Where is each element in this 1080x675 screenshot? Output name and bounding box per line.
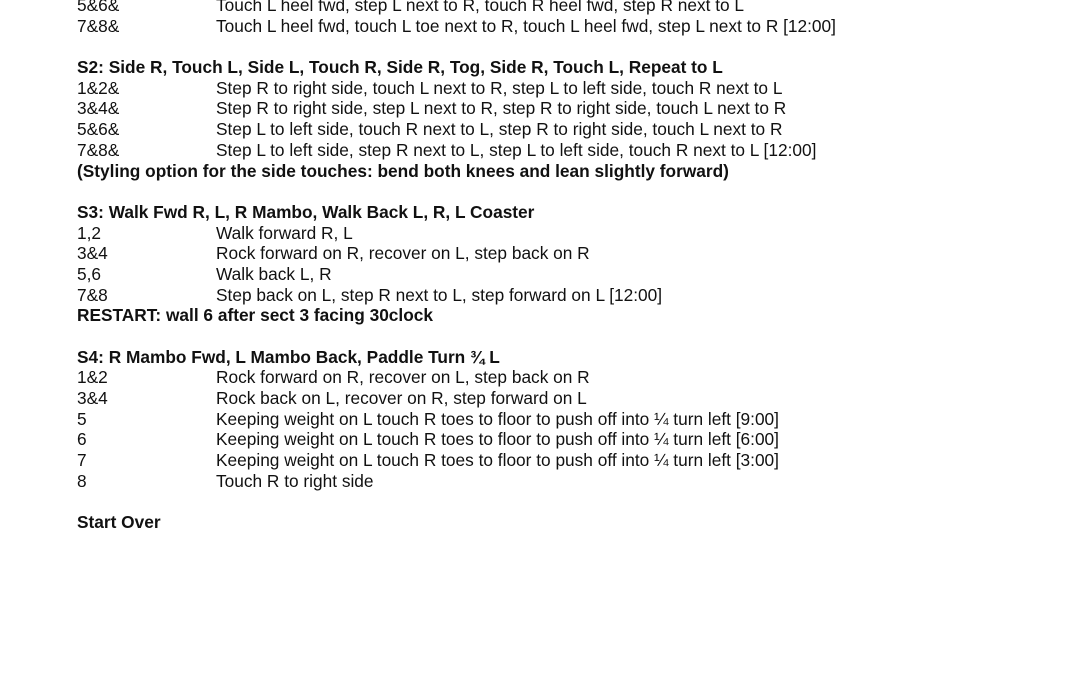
spacer [77,492,1067,513]
step-row [77,140,1067,161]
step-count: 3&4 [77,388,108,409]
step-count: 1,2 [77,222,102,243]
step-description: Rock forward on R, recover on L, step back on R [216,367,590,388]
step-description: Keeping weight on L touch R toes to floor to push off into ¼ turn left [3:00] [216,450,779,471]
step-count: 1&2& [77,77,120,98]
step-description: Step back on L, step R next to L, step forward on L [12:00] [216,284,663,305]
step-count: 7 [77,450,87,471]
step-row [77,285,1067,306]
step-description: Rock back on L, recover on R, step forward on L [216,388,587,409]
section-heading: S2: Side R, Touch L, Side L, Touch R, Side R, Tog, Side R, Touch L, Repeat to L [77,57,723,78]
step-description: Walk forward R, L [216,222,353,243]
step-description: Step R to right side, step L next to R, step R to right side, touch L next to R [216,98,787,119]
step-row [77,78,1067,99]
step-description: Step L to left side, step R next to L, step L to left side, touch R next to L [12:00] [216,139,817,160]
step-row [77,264,1067,285]
spacer [77,181,1067,202]
step-count: 7&8& [77,139,120,160]
step-row [77,450,1067,471]
step-count: 7&8 [77,284,108,305]
step-row [77,0,1067,16]
step-row [77,223,1067,244]
step-description: Step R to right side, touch L next to R, step L to left side, touch R next to L [216,77,783,98]
spacer [77,36,1067,57]
step-description: Walk back L, R [216,263,332,284]
step-count: 8 [77,470,87,491]
step-count: 5&6& [77,119,120,140]
step-row [77,16,1067,37]
step-row [77,243,1067,264]
step-row [77,388,1067,409]
section-heading: S3: Walk Fwd R, L, R Mambo, Walk Back L, R, L Coaster [77,201,535,222]
ending-text: Start Over [77,512,161,533]
step-description: Rock forward on R, recover on L, step back on R [216,243,590,264]
step-count: 7&8& [77,15,120,36]
step-row [77,119,1067,140]
step-row [77,471,1067,492]
step-description: Step L to left side, touch R next to L, step R to right side, touch L next to R [216,119,783,140]
step-description: Keeping weight on L touch R toes to floor to push off into ¼ turn left [6:00] [216,429,779,450]
step-description: Touch L heel fwd, touch L toe next to R, touch L heel fwd, step L next to R [12:00] [216,15,836,36]
step-description: Keeping weight on L touch R toes to floor to push off into ¼ turn left [9:00] [216,408,779,429]
step-count: 3&4 [77,243,108,264]
styling-note: (Styling option for the side touches: bend both knees and lean slightly forward) [77,160,729,181]
step-row [77,367,1067,388]
spacer [77,326,1067,347]
section-heading: S4: R Mambo Fwd, L Mambo Back, Paddle Turn ¾ L [77,346,500,367]
step-row [77,429,1067,450]
restart-note: RESTART: wall 6 after sect 3 facing 30clock [77,305,433,326]
step-count: 6 [77,429,87,450]
step-description: Touch R to right side [216,470,374,491]
step-row [77,98,1067,119]
step-count: 5,6 [77,263,102,284]
step-count: 3&4& [77,98,120,119]
step-row [77,409,1067,430]
step-sheet [77,0,1067,533]
step-count: 5&6& [77,0,120,15]
step-count: 5 [77,408,87,429]
step-description: Touch L heel fwd, step L next to R, touch R heel fwd, step R next to L [216,0,745,15]
step-count: 1&2 [77,367,108,388]
